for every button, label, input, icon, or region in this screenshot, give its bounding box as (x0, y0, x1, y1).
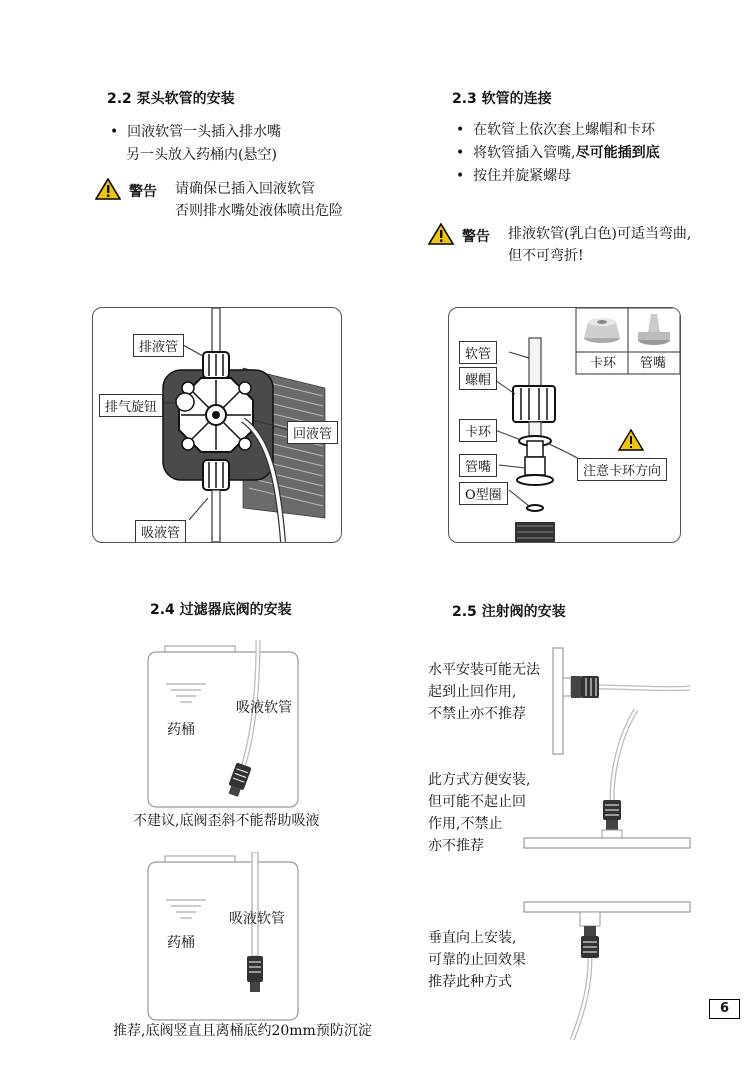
warning-label: 警告 (129, 184, 157, 200)
clip-label: 卡环 (459, 419, 497, 442)
section-2-3-title: 2.3 软管的连接 (452, 91, 552, 107)
suction-hose-label: 吸液软管 (229, 911, 285, 927)
page-number: 6 (709, 999, 740, 1019)
caption-recommended: 推荐,底阀竖直且离桶底约20mm预防沉淀 (113, 1023, 372, 1039)
list-item: • 将软管插入管嘴,尽可能插到底 (456, 145, 660, 161)
nozzle-label: 管嘴 (459, 454, 497, 477)
list-item: 另一头放入药桶内(悬空) (126, 147, 277, 163)
warning-text: 排液软管(乳白色)可适当弯曲, 但不可弯折! (508, 226, 692, 264)
list-item: • 回液软管一头插入排水嘴 (110, 124, 282, 140)
tank-label: 药桶 (167, 935, 195, 951)
inset-clip-label: 卡环 (590, 356, 617, 371)
list-item: • 在软管上依次套上螺帽和卡环 (456, 122, 656, 138)
warning-text: 请确保已插入回液软管 否则排水嘴处液体喷出危险 (175, 181, 343, 219)
tank-not-recommended-illustration (140, 640, 310, 810)
bleed-knob-label: 排气旋钮 (99, 394, 163, 417)
o-ring-label: O型圈 (459, 482, 508, 505)
top-install-text: 此方式方便安装, 但可能不起止回 作用,不禁止 亦不推荐 (428, 772, 531, 854)
sec23-bullet-list (456, 119, 660, 188)
inset-nozzle-label: 管嘴 (640, 356, 667, 371)
tank-label: 药桶 (167, 722, 195, 738)
suction-hose-label: 吸液软管 (236, 700, 292, 716)
vertical-install-text: 垂直向上安装, 可靠的止回效果 推荐此种方式 (428, 930, 526, 990)
section-2-2-title: 2.2 泵头软管的安装 (107, 91, 235, 107)
sec22-bullet-list (110, 121, 281, 167)
return-hose-label: 回液管 (287, 421, 338, 444)
nut-label: 螺帽 (459, 367, 497, 390)
suction-hose-label: 吸液管 (135, 520, 186, 543)
tank-recommended-illustration (140, 852, 310, 1022)
list-item: • 按住并旋紧螺母 (456, 168, 572, 184)
section-2-5-title: 2.5 注射阀的安装 (452, 604, 566, 620)
clip-direction-note: 注意卡环方向 (577, 458, 667, 481)
horizontal-install-text: 水平安装可能无法 起到止回作用, 不禁止亦不推荐 (428, 662, 540, 722)
warning-icon (95, 178, 121, 204)
caption-not-recommended: 不建议,底阀歪斜不能帮助吸液 (133, 813, 320, 829)
discharge-hose-label: 排液管 (133, 334, 184, 357)
hose-connection-figure (448, 307, 681, 543)
warning-label: 警告 (462, 229, 490, 245)
pump-head-figure (92, 307, 342, 543)
warning-icon (428, 223, 454, 249)
injection-valve-illustration (520, 640, 700, 1040)
hose-label: 软管 (459, 341, 497, 364)
section-2-4-title: 2.4 过滤器底阀的安装 (150, 602, 292, 618)
